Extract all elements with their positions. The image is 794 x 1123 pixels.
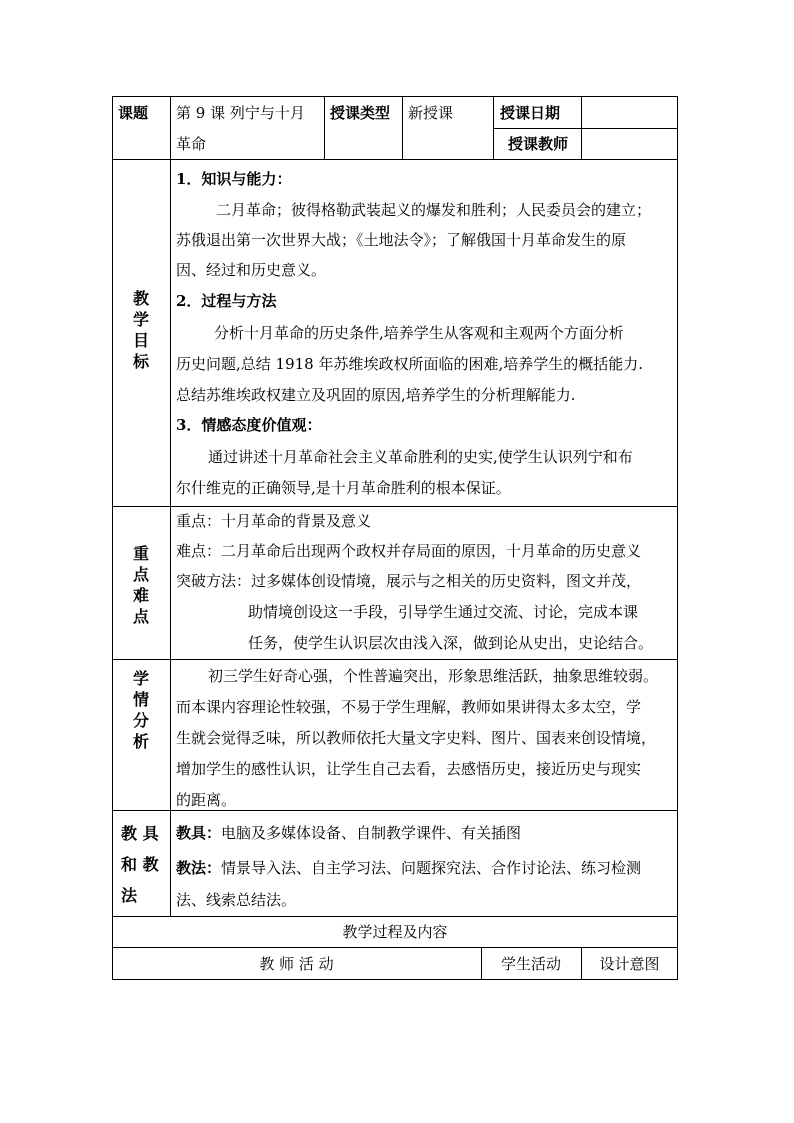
lesson-plan-table: [112, 96, 678, 980]
section-label-key-points: 重点难点: [132, 544, 149, 626]
section-label-analysis: 学情分析: [132, 669, 149, 751]
topic-value-cont: 革命: [176, 135, 207, 153]
goal-text: 苏俄退出第一次世界大战；《土地法令》；了解俄国十月革命发生的原: [176, 231, 627, 249]
table-border: [112, 96, 113, 980]
section-label-goals: 教学目标: [132, 289, 149, 371]
table-border: [112, 979, 678, 980]
table-border: [112, 916, 678, 917]
table-border: [112, 159, 678, 160]
table-border: [112, 96, 678, 97]
table-border: [677, 96, 678, 980]
method-value-cont: 法、线索总结法。: [176, 891, 297, 909]
column-teacher-activity: 教 师 活 动: [259, 955, 334, 973]
topic-value: 第 9 课 列宁与十月: [176, 104, 305, 122]
column-design-intent: 设计意图: [599, 955, 660, 973]
goal-text: 尔什维克的正确领导,是十月革命胜利的根本保证。: [176, 479, 511, 497]
section-label-tools: 法: [121, 886, 138, 905]
goal-heading-knowledge: 1．知识与能力：: [176, 170, 292, 188]
key-point-text: 突破方法：过多媒体创设情境，展示与之相关的历史资料，图文并茂，: [176, 572, 642, 590]
analysis-text: 生就会觉得乏味，所以教师依托大量文字史料、图片、国表来创设情境，: [176, 729, 657, 747]
table-border: [112, 659, 678, 660]
process-title: 教学过程及内容: [342, 923, 448, 941]
goal-text: 分析十月革命的历史条件,培养学生从客观和主观两个方面分析: [214, 324, 624, 342]
key-point-text: 重点：十月革命的背景及意义: [176, 512, 372, 530]
method-value: 情景导入法、自主学习法、问题探究法、合作讨论法、练习检测: [221, 859, 642, 877]
goal-text: 通过讲述十月革命社会主义革命胜利的史实,使学生认识列宁和布: [208, 448, 633, 466]
table-border: [112, 506, 678, 507]
method-line: [176, 858, 641, 878]
method-label: 教法：: [176, 859, 222, 877]
table-border: [581, 96, 582, 160]
analysis-text: 增加学生的感性认识，让学生自己去看，去感悟历史，接近历史与现实: [176, 760, 642, 778]
label-lesson-type: 授课类型: [330, 104, 391, 122]
table-border: [493, 96, 494, 160]
table-border: [112, 810, 678, 811]
tools-value: 电脑及多媒体设备、自制教学课件、有关插图: [221, 824, 522, 842]
table-border: [402, 96, 403, 160]
column-student-activity: 学生活动: [500, 955, 561, 973]
analysis-text: 初三学生好奇心强，个性普遍突出，形象思维活跃，抽象思维较弱。: [208, 667, 659, 685]
label-teacher: 授课教师: [508, 135, 569, 153]
analysis-text: 而本课内容理论性较强，不易于学生理解，教师如果讲得太多太空，学: [176, 698, 642, 716]
key-point-text: 难点：二月革命后出现两个政权并存局面的原因，十月革命的历史意义: [176, 542, 642, 560]
label-topic: 课题: [118, 104, 149, 122]
goal-text: 因、经过和历史意义。: [176, 261, 327, 279]
goal-text: 二月革命；彼得格勒武装起义的爆发和胜利；人民委员会的建立；: [216, 201, 652, 219]
tools-label: 教具：: [176, 824, 222, 842]
table-border: [493, 128, 678, 129]
section-label-tools: 和 教: [121, 855, 159, 874]
goal-text: 总结苏维埃政权建立及巩固的原因,培养学生的分析理解能力.: [176, 386, 576, 404]
table-border: [170, 96, 171, 917]
goal-text: 历史问题,总结 1918 年苏维埃政权所面临的困难,培养学生的概括能力.: [176, 355, 644, 373]
label-lesson-date: 授课日期: [500, 104, 561, 122]
goal-heading-attitude: 3．情感态度价值观：: [176, 416, 322, 434]
section-label-tools: 教 具: [121, 824, 159, 843]
tools-line: [176, 823, 521, 843]
goal-heading-process: 2．过程与方法: [176, 292, 277, 310]
table-border: [324, 96, 325, 160]
analysis-text: 的距离。: [176, 791, 237, 809]
table-border: [112, 947, 678, 948]
key-point-text: 助情境创设这一手段，引导学生通过交流、讨论，完成本课: [248, 603, 639, 621]
lesson-type-value: 新授课: [408, 104, 454, 122]
key-point-text: 任务，使学生认识层次由浅入深，做到论从史出，史论结合。: [248, 634, 654, 652]
